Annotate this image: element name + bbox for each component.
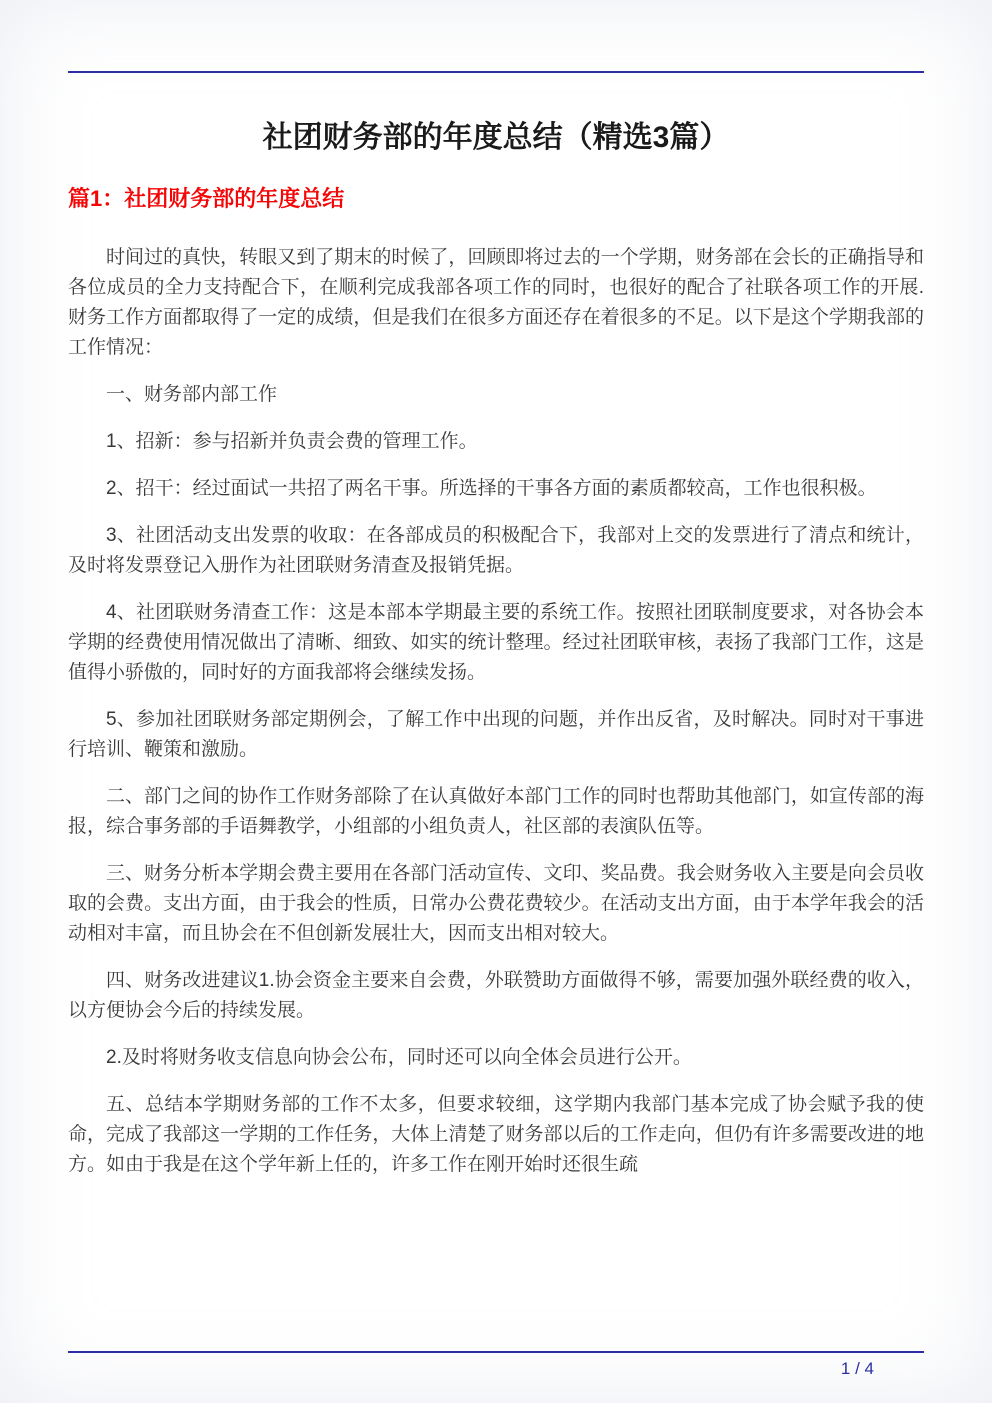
footer-rule xyxy=(68,1351,924,1353)
section-heading: 篇1：社团财务部的年度总结 xyxy=(68,185,345,211)
document-title: 社团财务部的年度总结（精选3篇） xyxy=(262,121,730,154)
page-number: 1 / 4 xyxy=(840,1359,874,1378)
paragraph: 4、社团联财务清查工作：这是本部本学期最主要的系统工作。按照社团联制度要求，对各协会本学期的经费使用情况做出了清晰、细致、如实的统计整理。经过社团联审核，表扬了我部门工作，这是值得小骄傲的，同时好的方面我部将会继续发扬。 xyxy=(68,602,924,684)
paragraph: 五、总结本学期财务部的工作不太多，但要求较细，这学期内我部门基本完成了协会赋予我的使命，完成了我部这一学期的工作任务，大体上清楚了财务部以后的工作走向，但仍有许多需要改进的地方。如由于我是在这个学年新上任的，许多工作在刚开始时还很生疏 xyxy=(68,1094,924,1176)
paragraph: 3、社团活动支出发票的收取：在各部成员的积极配合下，我部对上交的发票进行了清点和统计，及时将发票登记入册作为社团联财务清查及报销凭据。 xyxy=(68,525,924,577)
paragraph: 一、财务部内部工作 xyxy=(106,384,278,406)
paragraph: 1、招新：参与招新并负责会费的管理工作。 xyxy=(106,431,478,453)
paragraph: 时间过的真快，转眼又到了期末的时候了，回顾即将过去的一个学期，财务部在会长的正确指导和各位成员的全力支持配合下，在顺利完成我部各项工作的同时，也很好的配合了社联各项工作的开展.财务工作方面都取得了一定的成绩，但是我们在很多方面还存在着很多的不足。以下是这个学期我部的工作情况： xyxy=(68,247,924,359)
paragraph: 四、财务改进建议1.协会资金主要来自会费，外联赞助方面做得不够，需要加强外联经费的收入，以方便协会今后的持续发展。 xyxy=(68,970,924,1022)
paragraph: 5、参加社团联财务部定期例会，了解工作中出现的问题，并作出反省，及时解决。同时对干事进行培训、鞭策和激励。 xyxy=(68,709,924,761)
document-body xyxy=(68,243,924,1180)
paragraph: 三、财务分析本学期会费主要用在各部门活动宣传、文印、奖品费。我会财务收入主要是向会员收取的会费。支出方面，由于我会的性质，日常办公费花费较少。在活动支出方面，由于本学年我会的活动相对丰富，而且协会在不但创新发展壮大，因而支出相对较大。 xyxy=(68,863,924,945)
paragraph: 二、部门之间的协作工作财务部除了在认真做好本部门工作的同时也帮助其他部门，如宣传部的海报，综合事务部的手语舞教学，小组部的小组负责人，社区部的表演队伍等。 xyxy=(68,786,924,838)
header-rule xyxy=(68,71,924,73)
paragraph: 2、招干：经过面试一共招了两名干事。所选择的干事各方面的素质都较高，工作也很积极。 xyxy=(106,478,877,500)
paragraph: 2.及时将财务收支信息向协会公布，同时还可以向全体会员进行公开。 xyxy=(106,1047,692,1069)
